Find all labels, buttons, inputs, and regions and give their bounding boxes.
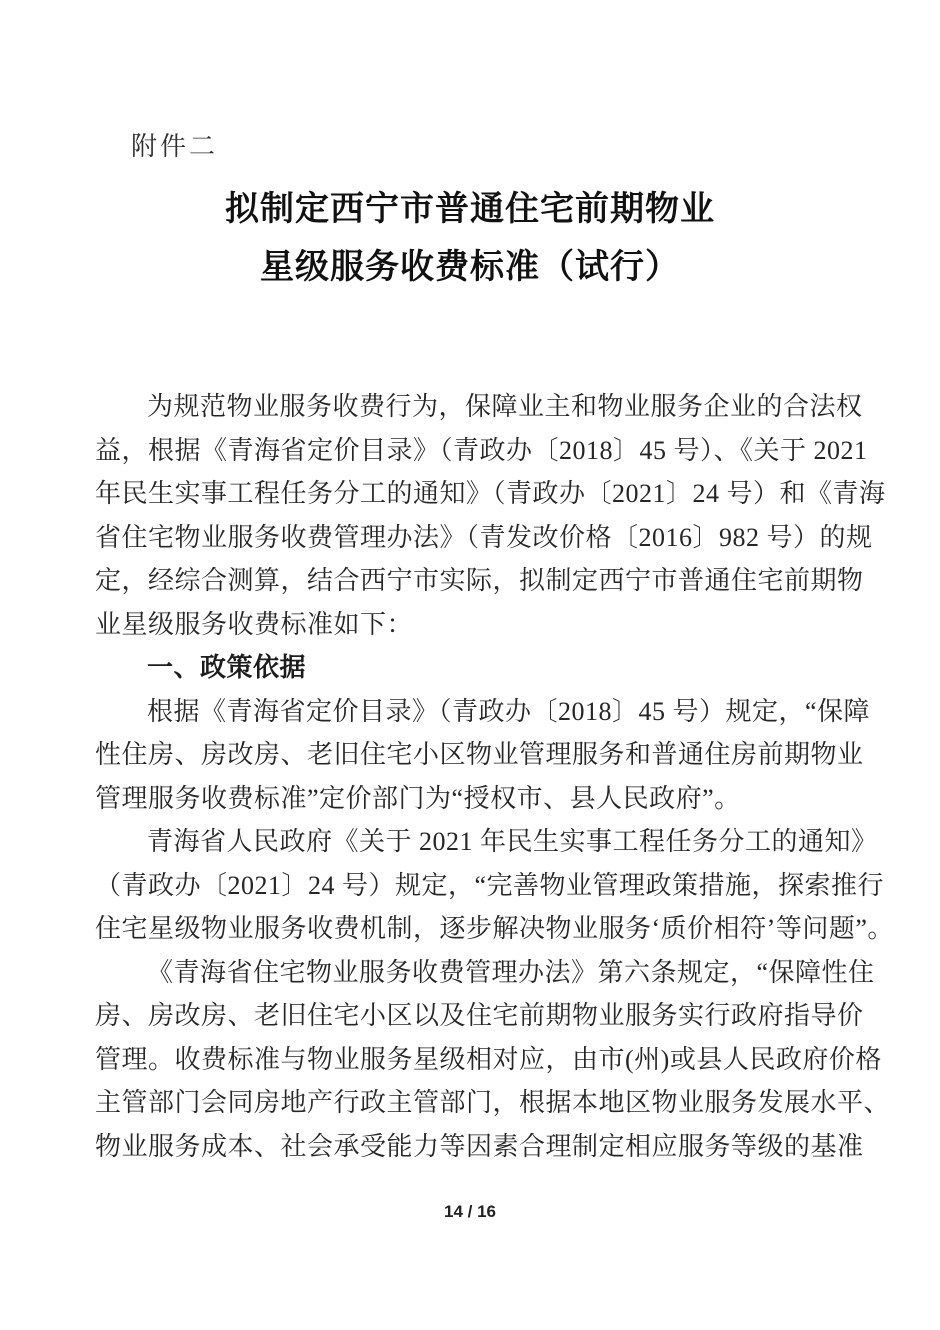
body-line: 省住宅物业服务收费管理办法》（青发改价格〔2016〕982 号）的规 <box>95 522 873 552</box>
body-line: 管理。收费标准与物业服务星级相对应，由市(州)或县人民政府价格 <box>95 1044 882 1074</box>
body-line: 定，经综合测算，结合西宁市实际，拟制定西宁市普通住宅前期物 <box>95 566 864 595</box>
body-line: 性住房、房改房、老旧住宅小区物业管理服务和普通住房前期物业 <box>95 740 864 769</box>
body-line: 根据《青海省定价目录》（青政办〔2018〕45 号）规定，“保障 <box>147 696 871 726</box>
attachment-label: 附件二 <box>131 132 219 161</box>
body-line: 住宅星级物业服务收费机制，逐步解决物业服务‘质价相符’等问题”。 <box>95 914 894 943</box>
body-line: 为规范物业服务收费行为，保障业主和物业服务企业的合法权 <box>147 392 863 421</box>
body-line: 《青海省住宅物业服务收费管理办法》第六条规定，“保障性住 <box>147 957 875 987</box>
section-heading: 一、政策依据 <box>147 652 307 682</box>
document-title-line-2: 星级服务收费标准（试行） <box>260 249 680 286</box>
body-line: 管理服务收费标准”定价部门为“授权市、县人民政府”。 <box>95 783 741 813</box>
body-line: 物业服务成本、社会承受能力等因素合理制定相应服务等级的基准 <box>95 1131 864 1161</box>
body-line: 业星级服务收费标准如下： <box>95 609 414 639</box>
body-line: 年民生实事工程任务分工的通知》（青政办〔2021〕24 号）和《青海 <box>95 479 886 508</box>
body-line: 青海省人民政府《关于 2021 年民生实事工程任务分工的通知》 <box>147 827 878 856</box>
document-title-line-1: 拟制定西宁市普通住宅前期物业 <box>225 191 715 228</box>
body-line: 益，根据《青海省定价目录》（青政办〔2018〕45 号）、《关于 2021 <box>95 435 868 465</box>
body-line: （青政办〔2021〕24 号）规定，“完善物业管理政策措施，探索推行 <box>95 870 885 900</box>
body-line: 主管部门会同房地产行政主管部门，根据本地区物业服务发展水平、 <box>95 1088 891 1117</box>
page-number: 14 / 16 <box>444 1202 496 1221</box>
document-title <box>95 181 845 297</box>
document-body <box>95 385 894 1168</box>
body-line: 房、房改房、老旧住宅小区以及住宅前期物业服务实行政府指导价 <box>95 1001 864 1030</box>
